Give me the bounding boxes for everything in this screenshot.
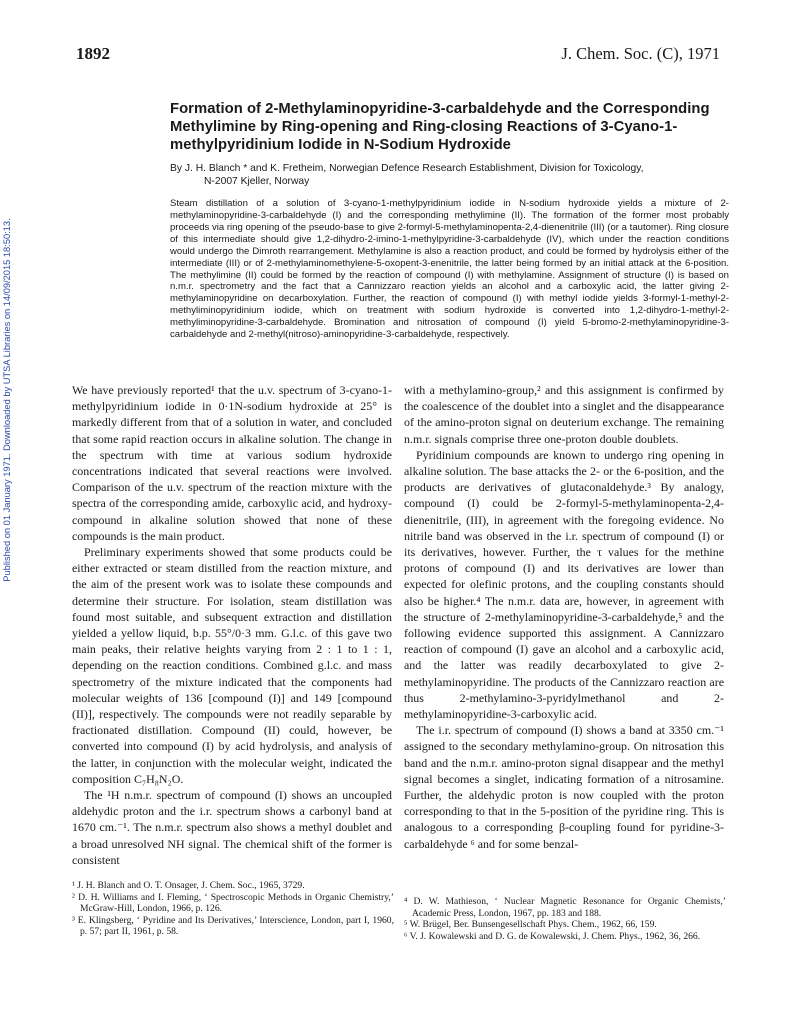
journal-citation: J. Chem. Soc. (C), 1971: [561, 44, 720, 63]
footnotes-left: [72, 880, 394, 938]
author-line: By J. H. Blanch * and K. Fretheim, Norwegian Defence Research Establishment, Division for Toxicology,: [170, 163, 644, 174]
footnotes-right: [404, 896, 726, 942]
page-number: 1892: [76, 44, 110, 63]
footnote: ¹ J. H. Blanch and O. T. Onsager, J. Chem. Soc., 1965, 3729.: [72, 880, 305, 891]
affiliation-address: N-2007 Kjeller, Norway: [204, 176, 310, 187]
abstract: Steam distillation of a solution of 3-cyano-1-methylpyridinium iodide in N-sodium hydroxide yields a mixture of 2-methylaminopyridine-3-carbaldehyde (I) and the corresponding methylimine (II). The formation of the former most probably proceeds via ring opening of the pseudo-base to give 2-formyl-5-methylaminopenta-2,4-dienenitrile (III) (or a tautomer). Ring closure of this intermediate should give 1,2-dihydro-2-imino-1-methylpyridine-3-carbaldehyde (IV), which under the reaction conditions would undergo the Dimroth rearrangement. Methylamine is also a reaction product, and could be formed by hydrolysis either of the intermediate (III) or of 2-methylaminomethylene-5-oxopent-3-enenitrile, the latter being formed by an initial attack at the 6-position. The methylimine (II) could be formed by the reaction of compound (I) with methylamine. Assignment of structure (I) is based on n.m.r. spectrometry and the fact that a Cannizzaro reaction yields an alcohol and a carboxylic acid, the latter giving 2-methylaminopyridine on decarboxylation. Further, the reaction of compound (I) with methyl iodide yields 3-formyl-1-methyl-2-methyliminopyridinium iodide, which on treatment with sodium hydroxide is converted into 1,2-dihydro-1-methyl-2-methyliminopyridine-3-carbaldehyde. Bromination and nitrosation of compound (I) yield 5-bromo-2-methylaminopyridine-3-carbaldehyde and 2-methyl(nitroso)-aminopyridine-3-carbaldehyde, respectively.: [170, 198, 729, 341]
body-paragraph: with a methylamino-group,² and this assignment is confirmed by the coalescence of the doublet into a singlet and the disappearance of the amino-proton signal on deuterium exchange. The remaining n.m.r. signals comprise three one-proton double doublets.: [404, 383, 724, 446]
article-title: Formation of 2-Methylaminopyridine-3-carbaldehyde and the Corresponding Methylimine by Ring-opening and Ring-closing Reactions of 3-Cyano-1-methylpyridinium Iodide in N-Sodium Hydroxide: [170, 101, 710, 153]
publication-sidebar-link[interactable]: Published on 01 January 1971. Downloaded by UTSA Libraries on 14/09/2015 18:50:13.: [2, 218, 12, 582]
footnote: ⁶ V. J. Kowalewski and D. G. de Kowalewski, J. Chem. Phys., 1962, 36, 266.: [404, 930, 701, 942]
body-paragraph: The i.r. spectrum of compound (I) shows a band at 3350 cm.⁻¹ assigned to the secondary methylamino-group. On nitrosation this band and the n.m.r. amino-proton signal disappear and the methyl signal becomes a singlet, indicating formation of a nitrosamine. Further, the aldehydic proton is now coupled with the proton corresponding to that in the 5-position of the pyridine ring. This is analogous to a corresponding β-coupling found for pyridine-3-carbaldehyde ⁶ and for some benzal-: [404, 723, 724, 851]
body-paragraph: Pyridinium compounds are known to undergo ring opening in alkaline solution. The base attacks the 2- or the 6-position, and the products are derivatives of glutaconaldehyde.³ By analogy, compound (I) could be 2-formyl-5-methylaminopenta-2,4-dienenitrile, (III), in agreement with the foregoing evidence. No nitrile band was observed in the i.r. spectrum of compound (I) or its derivatives, however. Further, the τ values for the methine protons of compound (I) and its derivatives are lower than expected for olefinic protons, and the coupling constants should also be higher.⁴ The n.m.r. data are, however, in agreement with the structure of 2-methylaminopyridine-3-carbaldehyde,⁵ and the following evidence supported this assignment. A Cannizzaro reaction of compound (I) gave an alcohol and a carboxylic acid, and the latter was readily decarboxylated to give 2-methylaminopyridine. The products of the Cannizzaro reaction are thus 2-methylamino-3-pyridylmethanol and 2-methylaminopyridine-3-carboxylic acid.: [404, 447, 724, 722]
footnote: ³ E. Klingsberg, ‘ Pyridine and Its Derivatives,’ Interscience, London, part I, 1960, p. 57; part II, 1961, p. 58.: [72, 914, 394, 938]
body-paragraph: Preliminary experiments showed that some products could be either extracted or steam distilled from the reaction mixture, and the aim of the present work was to isolate these compounds and determine their structure. For isolation, steam distillation was found most suitable, and subsequent extraction and distillation yielded a yellow liquid, b.p. 55°/0·3 mm. G.l.c. of this gave two main peaks, their relative heights varying from 2 : 1 to 1 : 1, depending on the reaction conditions. Combined g.l.c. and mass spectrometry of the mixture indicated that the components had molecular weights of 136 [compound (I)] and 149 [compound (II)], respectively. The compounds were not readily separable by fractionated distillation. Compound (II) could, however, be converted into compound (I) by acid hydrolysis, and analysis of the latter, in conjunction with the molecular weight, indicated the composition C₇H₈N₂O.: [72, 545, 392, 786]
body-column-right: [404, 382, 724, 852]
footnote: ² D. H. Williams and I. Fleming, ‘ Spectroscopic Methods in Organic Chemistry,’ McGraw-Hill, London, 1966, p. 126.: [72, 891, 394, 915]
footnote: ⁴ D. W. Mathieson, ‘ Nuclear Magnetic Resonance for Organic Chemists,’ Academic Press, London, 1967, pp. 183 and 188.: [404, 896, 726, 919]
body-paragraph: The ¹H n.m.r. spectrum of compound (I) shows an uncoupled aldehydic proton and the i.r. spectrum shows a carbonyl band at 1670 cm.⁻¹. The n.m.r. spectrum also shows a methyl doublet and a broad unresolved NH signal. The chemical shift of the former is consistent: [72, 788, 392, 867]
footnote: ⁵ W. Brügel, Ber. Bunsengesellschaft Phys. Chem., 1962, 66, 159.: [404, 919, 657, 931]
body-paragraph: We have previously reported¹ that the u.v. spectrum of 3-cyano-1-methylpyridinium iodide in 0·1N-sodium hydroxide at 25° is markedly different from that of a solution in water, and concluded that some rapid reaction occurs in alkaline solution. The change in the spectrum with time at various sodium hydroxide concentrations indicated that several reactions were involved. Comparison of the u.v. spectrum of the reaction mixture with the spectra of the corresponding amide, carboxylic acid, and hydroxy-compound in alkaline solution showed that none of these compounds is the main product.: [72, 383, 392, 543]
body-column-left: [72, 382, 392, 868]
author-affiliation: [170, 162, 730, 188]
